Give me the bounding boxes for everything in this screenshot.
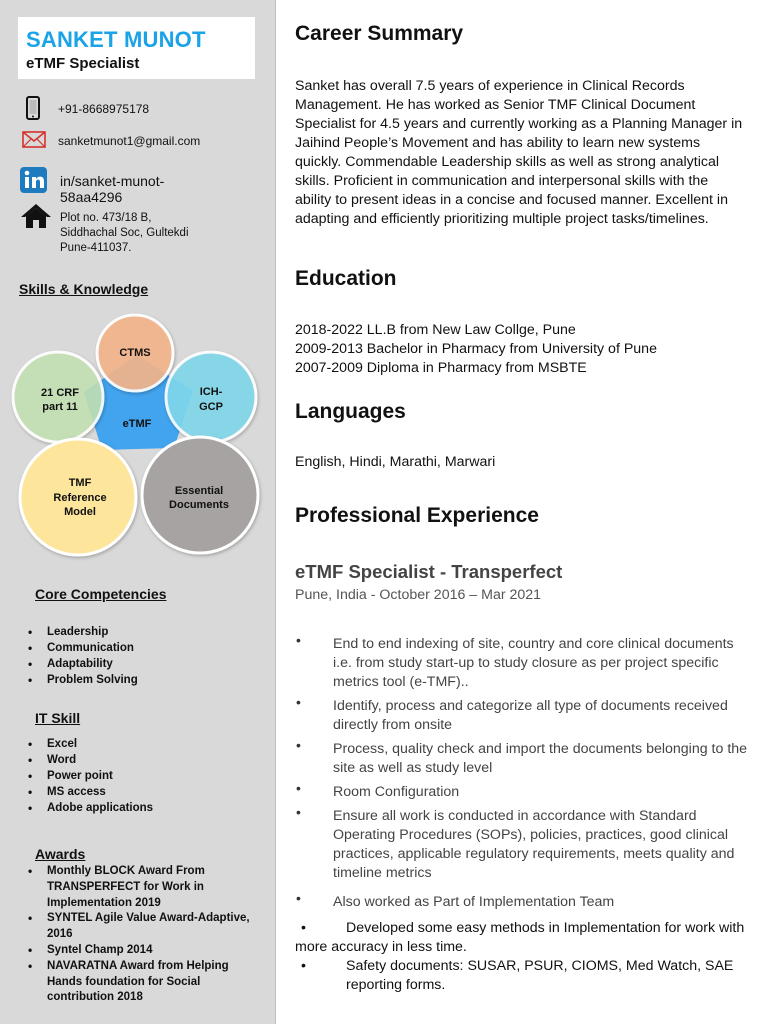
bullet-dot: • xyxy=(301,958,306,974)
list-item: • Ensure all work is conducted in accordance with Standard Operating Procedures (SOPs), policies, practices, good clinical practices, applicable regulatory requirements, meets quality and timeline metrics xyxy=(295,807,755,883)
education-line: 2009-2013 Bachelor in Pharmacy from University of Pune xyxy=(295,341,657,357)
list-item: • Communication xyxy=(25,640,138,656)
skill-label-ichgcp-1: ICH- xyxy=(199,386,223,398)
address-line-2: Siddhachal Soc, Gultekdi xyxy=(60,227,189,239)
linkedin-icon xyxy=(20,167,47,193)
list-item: • Adaptability xyxy=(25,656,138,672)
candidate-role: eTMF Specialist xyxy=(26,55,140,72)
career-summary-text: Sanket has overall 7.5 years of experience in Clinical Records Management. He has worked as Senior TMF Clinical Document Specialist for 4.5 years and currently working as a Planning Manager in Jaihind People’s Movement and has ability to learn new systems quickly. Commendable Leadership skills as well as strong analytical skills. Proficient in communication and interpersonal skills with the ability to present ideas in a concise and focused manner. Excellent in adapting and efficiently prioritizing multiple project tasks/timelines. xyxy=(295,78,743,227)
skill-label-21crf-1: 21 CRF xyxy=(41,387,79,399)
core-competencies-heading: Core Competencies xyxy=(35,586,167,602)
phone-number[interactable]: +91-8668975178 xyxy=(58,102,150,116)
list-item: • Identify, process and categorize all type of documents received directly from onsite xyxy=(295,697,755,735)
education-line: 2007-2009 Diploma in Pharmacy from MSBTE xyxy=(295,360,587,376)
core-competencies-list xyxy=(25,624,138,688)
list-item: • Problem Solving xyxy=(25,672,138,688)
list-item: • SYNTEL Agile Value Award-Adaptive, 2016 xyxy=(25,911,255,943)
extra-point-1-text: Developed some easy methods in Implementation for work with more accuracy in less time. xyxy=(295,920,745,955)
postal-address xyxy=(60,211,189,256)
skills-diagram xyxy=(0,300,276,562)
skill-label-tmf-3: Model xyxy=(64,506,96,518)
extra-point-1 xyxy=(295,919,763,957)
skills-heading: Skills & Knowledge xyxy=(19,281,149,297)
candidate-name: SANKET MUNOT xyxy=(26,27,206,52)
list-item: • Leadership xyxy=(25,624,138,640)
extra-point-2-line-2: reporting forms. xyxy=(346,977,446,993)
skill-label-ctms: CTMS xyxy=(119,347,151,359)
list-item: • Syntel Champ 2014 xyxy=(25,943,255,959)
list-item: • Room Configuration xyxy=(295,783,755,802)
awards-heading: Awards xyxy=(35,846,86,862)
job-responsibilities xyxy=(295,635,755,917)
linkedin-line-1: in/sanket-munot- xyxy=(60,173,165,189)
skill-label-tmf-2: Reference xyxy=(53,492,107,504)
list-item: • NAVARATNA Award from Helping Hands foundation for Social contribution 2018 xyxy=(25,959,255,1006)
extra-point-2-line-1: Safety documents: SUSAR, PSUR, CIOMS, Med Watch, SAE xyxy=(346,958,734,974)
linkedin-line-2: 58aa4296 xyxy=(60,189,123,205)
email-icon xyxy=(22,131,46,148)
job-title: eTMF Specialist - Transperfect xyxy=(295,561,563,582)
education-list xyxy=(295,321,747,378)
list-item: • Excel xyxy=(25,736,153,752)
skill-label-etmf: eTMF xyxy=(122,418,152,430)
education-line: 2018-2022 LL.B from New Law Collge, Pune xyxy=(295,322,576,338)
skill-label-ichgcp-2: GCP xyxy=(199,401,223,413)
list-item: • Also worked as Part of Implementation Team xyxy=(295,893,755,912)
name-card xyxy=(18,17,255,79)
skill-label-tmf-1: TMF xyxy=(68,477,92,489)
address-line-3: Pune-411037. xyxy=(60,242,132,254)
it-skill-list xyxy=(25,736,153,816)
experience-heading: Professional Experience xyxy=(295,504,539,527)
job-location-dates: Pune, India - October 2016 – Mar 2021 xyxy=(295,587,542,603)
email-address[interactable]: sanketmunot1@gmail.com xyxy=(58,134,201,148)
list-item: • MS access xyxy=(25,784,153,800)
awards-list xyxy=(25,864,255,1006)
list-item: • Process, quality check and import the documents belonging to the site as well as study level xyxy=(295,740,755,778)
it-skill-heading: IT Skill xyxy=(35,710,81,726)
linkedin-handle[interactable] xyxy=(60,173,164,205)
home-icon xyxy=(20,203,52,229)
languages-heading: Languages xyxy=(295,400,406,423)
languages-text: English, Hindi, Marathi, Marwari xyxy=(295,454,496,470)
skill-label-essential-1: Essential xyxy=(174,485,224,497)
extra-point-2 xyxy=(295,957,763,995)
bullet-dot: • xyxy=(301,920,306,936)
skill-label-essential-2: Documents xyxy=(169,499,229,511)
list-item: • Word xyxy=(25,752,153,768)
list-item: • Power point xyxy=(25,768,153,784)
list-item: • Adobe applications xyxy=(25,800,153,816)
list-item: • End to end indexing of site, country and core clinical documents i.e. from study start-up to study closure as per project specific metrics tool (e-TMF).. xyxy=(295,635,755,692)
sidebar xyxy=(0,0,276,1024)
address-line-1: Plot no. 473/18 B, xyxy=(60,212,152,224)
skill-label-21crf-2: part 11 xyxy=(42,401,78,413)
main-content xyxy=(295,0,763,1024)
phone-icon xyxy=(26,96,40,120)
list-item: • Monthly BLOCK Award From TRANSPERFECT for Work in Implementation 2019 xyxy=(25,864,255,911)
education-heading: Education xyxy=(295,267,397,290)
career-summary-heading: Career Summary xyxy=(295,22,464,45)
